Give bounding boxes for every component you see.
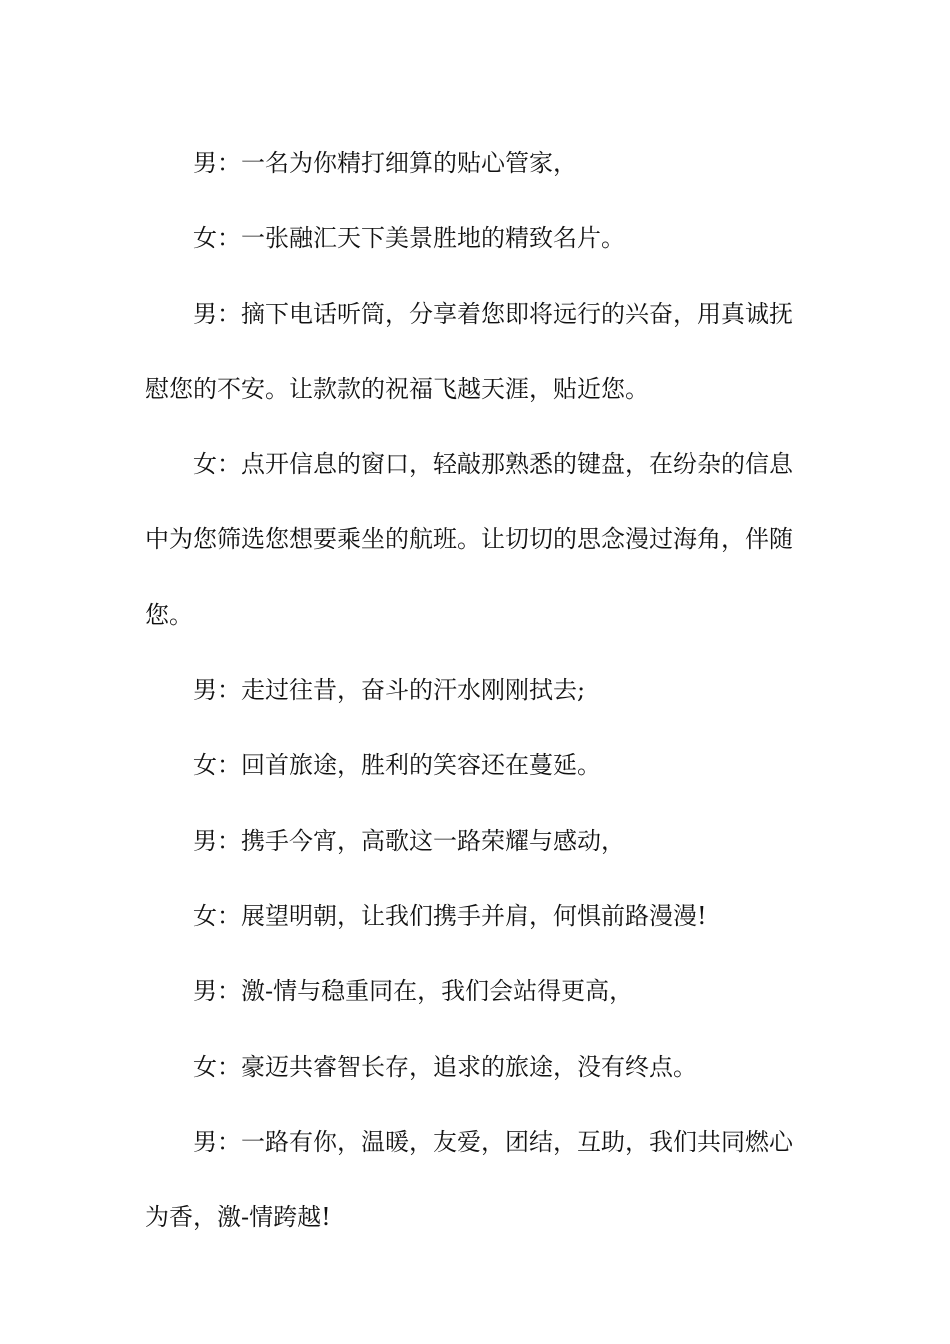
paragraph-6: 女：回首旅途，胜利的笑容还在蔓延。	[193, 751, 601, 780]
paragraph-5: 男：走过往昔，奋斗的汗水刚刚拭去;	[193, 676, 586, 705]
paragraph-9: 男：激-情与稳重同在，我们会站得更高，	[193, 977, 634, 1006]
paragraph-11: 男：一路有你，温暖，友爱，团结，互助，我们共同燃心为香，激-情跨越!	[145, 1127, 793, 1232]
paragraph-8: 女：展望明朝，让我们携手并肩，何惧前路漫漫!	[193, 901, 707, 930]
document-body	[145, 126, 810, 1255]
paragraph-4: 女：点开信息的窗口，轻敲那熟悉的键盘，在纷杂的信息中为您筛选您想要乘坐的航班。让切切的思念漫过海角，伴随您。	[145, 450, 793, 629]
paragraph-2: 女：一张融汇天下美景胜地的精致名片。	[193, 224, 625, 253]
paragraph-1: 男：一名为你精打细算的贴心管家，	[193, 149, 577, 177]
paragraph-10: 女：豪迈共睿智长存，追求的旅途，没有终点。	[193, 1052, 697, 1081]
paragraph-3: 男：摘下电话听筒，分享着您即将远行的兴奋，用真诚抚慰您的不安。让款款的祝福飞越天涯，贴近您。	[145, 299, 793, 403]
paragraph-7: 男：携手今宵，高歌这一路荣耀与感动，	[193, 826, 625, 855]
